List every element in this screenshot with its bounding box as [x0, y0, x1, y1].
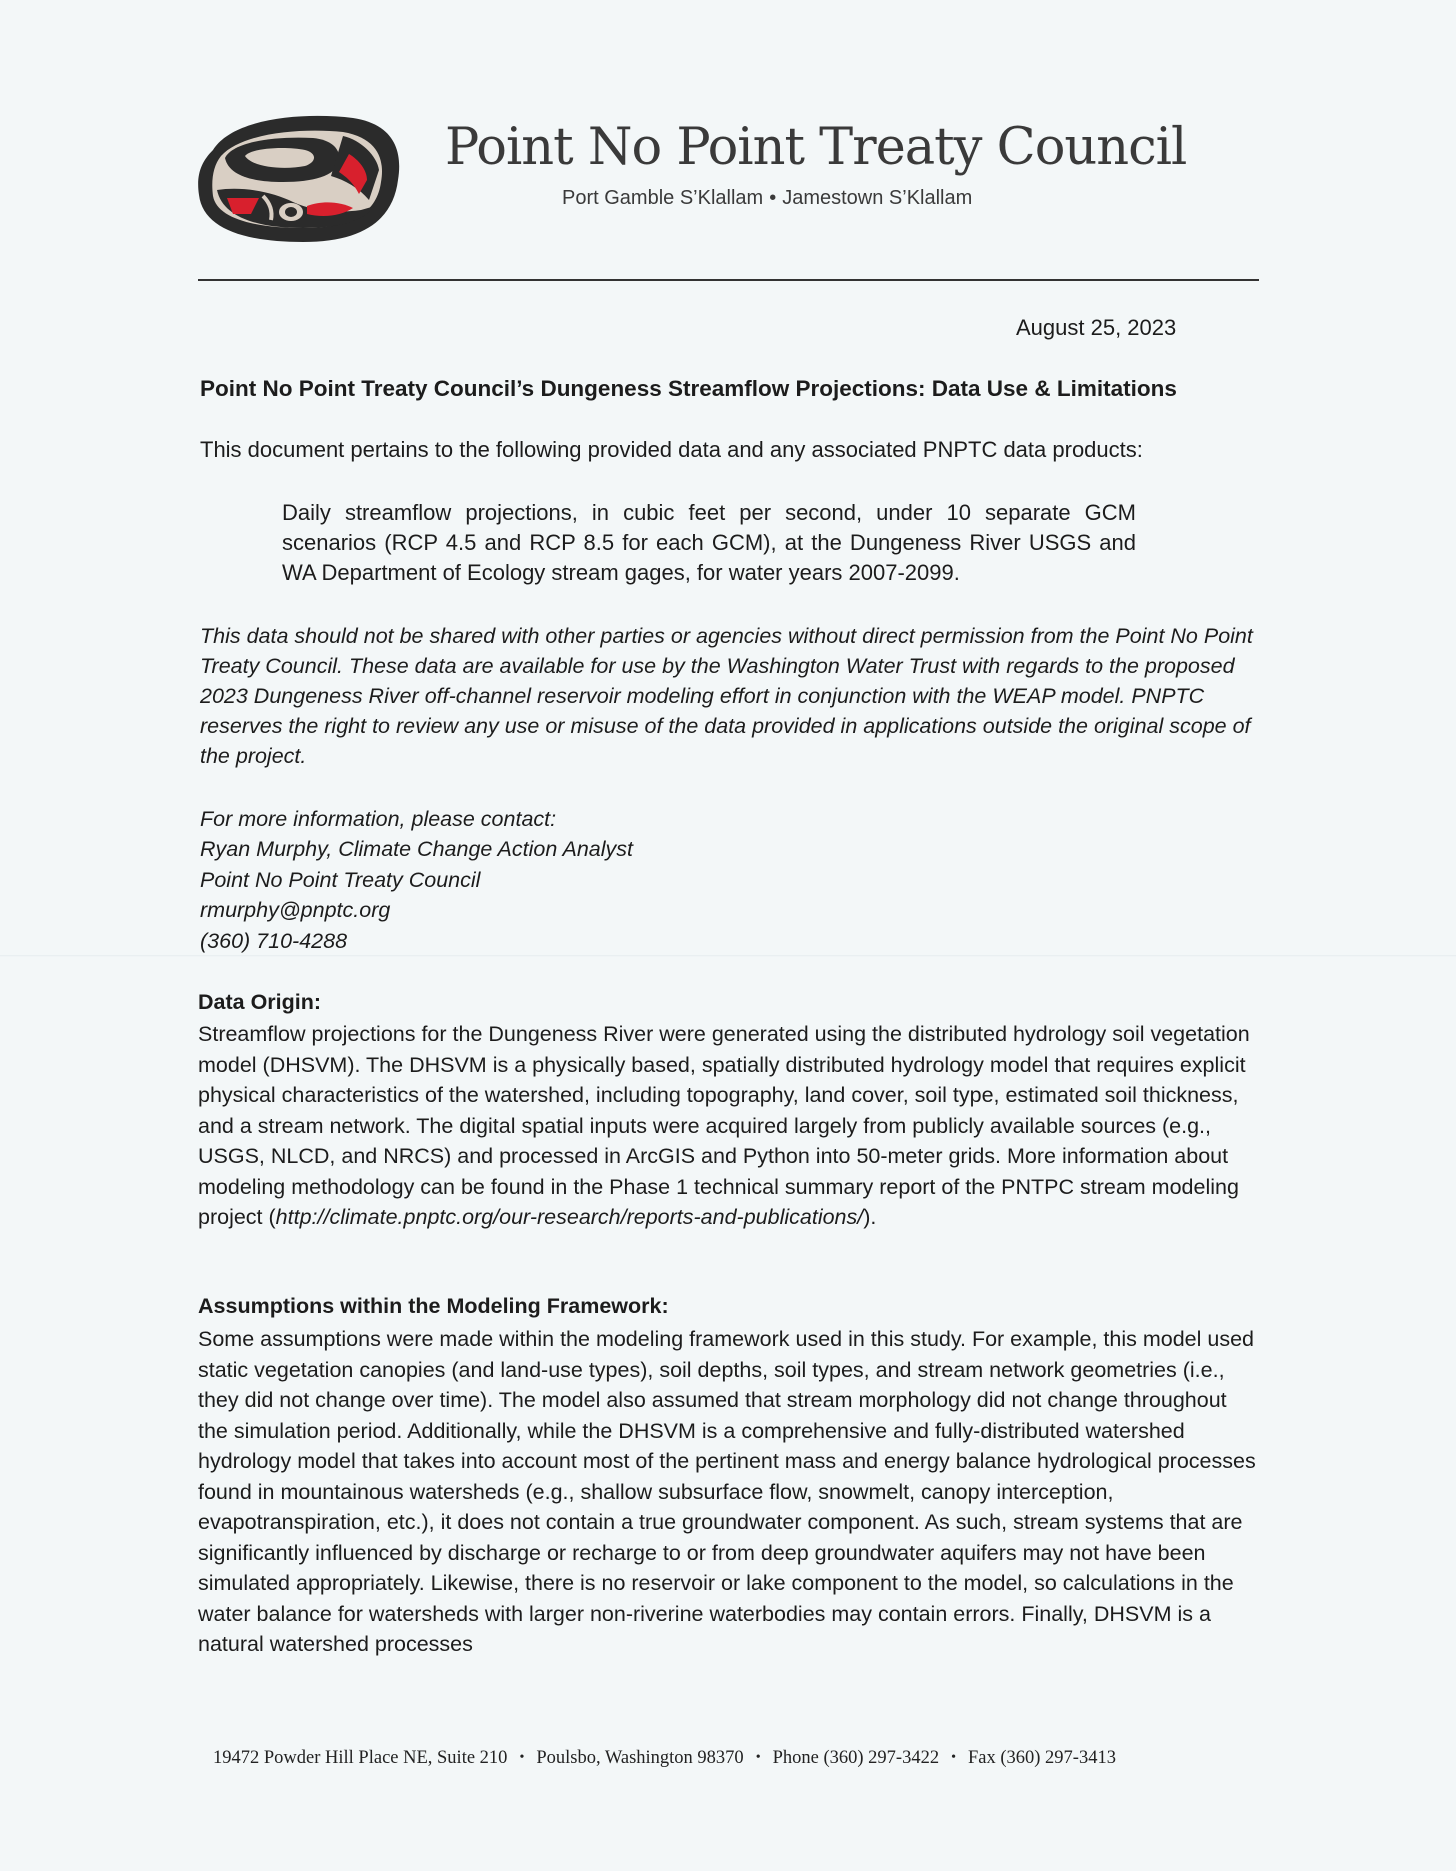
contact-email: rmurphy@pnptc.org — [200, 898, 391, 923]
footer-separator: • — [951, 1750, 956, 1765]
contact-name: Ryan Murphy, Climate Change Action Analyst — [200, 837, 633, 862]
letterhead-footer — [213, 1748, 1116, 1769]
footer-phone: Phone (360) 297-3422 — [772, 1748, 940, 1768]
footer-separator: • — [519, 1750, 525, 1765]
contact-block — [200, 804, 633, 956]
data-description: Daily streamflow projections, in cubic feet per second, under 10 separate GCM scenarios (RCP 4.5 and RCP 8.5 for each GCM), at the Dungeness River USGS and WA Department of Ecology stream gages, for water years 2007-2099. — [282, 500, 1136, 585]
intro-paragraph: This document pertains to the following provided data and any associated PNPTC data products: — [200, 437, 1143, 462]
contact-heading: For more information, please contact: — [200, 807, 557, 831]
orca-formline-logo-icon — [193, 110, 405, 248]
usage-disclaimer: This data should not be shared with other parties or agencies without direct permission from the Point No Point Treaty Council. These data are available for use by the Washington Water Trust with regards to the proposed 2023 Dungeness River off-channel reservoir modeling effort in conjunction with the WEAP model. PNPTC reserves the right to review any use or misuse of the data provided in applications outside the original scope of the project. — [200, 624, 1253, 768]
footer-address: 19472 Powder Hill Place NE, Suite 210 — [213, 1748, 508, 1768]
data-origin-text: Streamflow projections for the Dungeness River were generated using the distributed hydrology soil vegetation model (DHSVM). The DHSVM is a physically based, spatially distributed hydrology model that requires explicit physical characteristics of the watershed, including topography, land cover, soil type, estimated soil thickness, and a stream network. The digital spatial inputs were acquired largely from publicly available sources (e.g., USGS, NLCD, and NRCS) and processed in ArcGIS and Python into 50-meter grids. More information about modeling methodology can be found in the Phase 1 technical summary report of the PNTPC stream modeling project ( — [198, 1022, 1250, 1229]
data-origin-text-end: ). — [863, 1205, 877, 1229]
footer-separator: • — [755, 1750, 761, 1765]
assumptions-heading: Assumptions within the Modeling Framework: — [198, 1294, 669, 1318]
document-title: Point No Point Treaty Council’s Dungeness Streamflow Projections: Data Use & Limitations — [200, 376, 1177, 401]
reports-link: http://climate.pnptc.org/our-research/reports-and-publications/ — [275, 1205, 864, 1229]
contact-organization: Point No Point Treaty Council — [200, 867, 481, 892]
organization-name: Point No Point Treaty Council — [445, 118, 1187, 177]
data-origin-heading: Data Origin: — [198, 990, 322, 1014]
contact-phone: (360) 710-4288 — [200, 928, 348, 953]
letterhead-divider — [198, 279, 1259, 281]
member-tribes — [562, 187, 1082, 210]
footer-fax: Fax (360) 297-3413 — [967, 1748, 1116, 1768]
footer-city: Poulsbo, Washington 98370 — [536, 1748, 744, 1768]
tribe-name: Jamestown S’Klallam — [782, 187, 973, 209]
tribe-name: Port Gamble S’Klallam — [562, 187, 764, 209]
tribe-separator: • — [769, 187, 777, 209]
assumptions-body: Some assumptions were made within the modeling framework used in this study. For example, this model used static vegetation canopies (and land-use types), soil depths, soil types, and stream network geometries (i.e., they did not change over time). The model also assumed that stream morphology did not change throughout the simulation period. Additionally, while the DHSVM is a comprehensive and fully-distributed watershed hydrology model that takes into account most of the pertinent mass and energy balance hydrological processes found in mountainous watersheds (e.g., shallow subsurface flow, snowmelt, canopy interception, evapotranspiration, etc.), it does not contain a true groundwater component. As such, stream systems that are significantly influenced by discharge or recharge to or from deep groundwater aquifers may not have been simulated appropriately. Likewise, there is no reservoir or lake component to the model, so calculations in the water balance for watersheds with larger non-riverine waterbodies may contain errors. Finally, DHSVM is a natural watershed processes — [198, 1327, 1256, 1656]
letter-date: August 25, 2023 — [1016, 315, 1177, 340]
data-origin-body — [198, 1019, 1260, 1233]
